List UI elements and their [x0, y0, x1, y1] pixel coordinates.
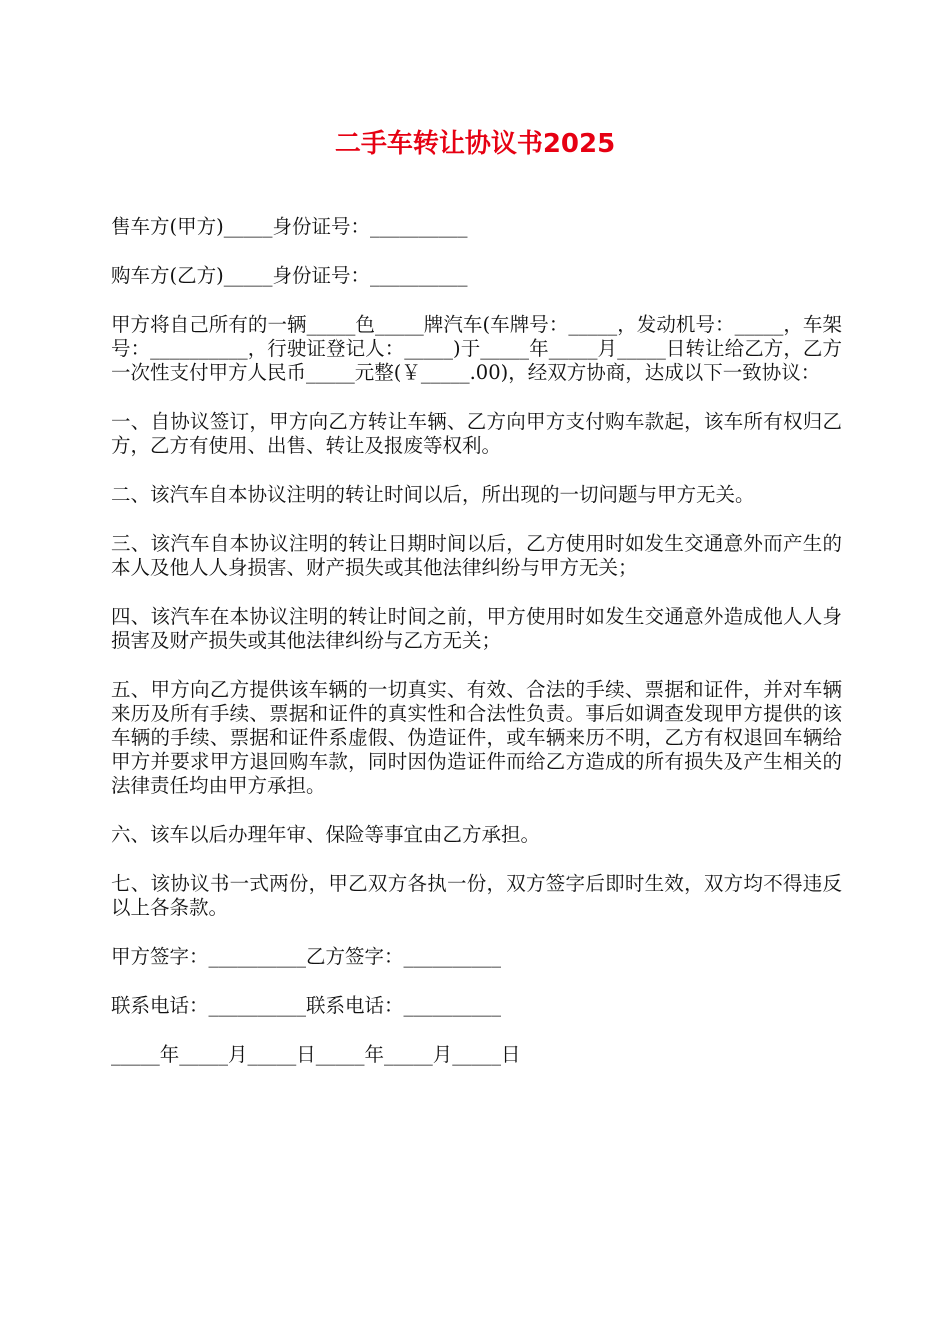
- seller-line: 售车方(甲方)_____身份证号：__________: [111, 215, 468, 238]
- clause-5: 五、甲方向乙方提供该车辆的一切真实、有效、合法的手续、票据和证件，并对车辆来历及所有手续、票据和证件的真实性和合法性负责。事后如调查发现甲方提供的该车辆的手续、票据和证件系虚假、伪造证件，或车辆来历不明，乙方有权退回车辆给甲方并要求甲方退回购车款，同时因伪造证件而给乙方造成的所有损失及产生相关的法律责任均由甲方承担。: [111, 678, 842, 797]
- clause-1: 一、自协议签订，甲方向乙方转让车辆、乙方向甲方支付购车款起，该车所有权归乙方，乙方有使用、出售、转让及报废等权利。: [111, 410, 842, 457]
- clause-7: 七、该协议书一式两份，甲乙双方各执一份，双方签字后即时生效，双方均不得违反以上各条款。: [111, 872, 842, 919]
- signature-line: 甲方签字：__________乙方签字：__________: [111, 945, 502, 968]
- phone-line: 联系电话：__________联系电话：__________: [111, 994, 502, 1017]
- vehicle-details-paragraph: 甲方将自己所有的一辆_____色_____牌汽车(车牌号：_____，发动机号：_____，车架号：__________，行驶证登记人：_____)于_____年_____月_____日转让给乙方，乙方一次性支付甲方人民币_____元整(￥_____.00)，经双方协商，达成以下一致协议：: [111, 313, 842, 384]
- document-title: 二手车转让协议书2025: [334, 129, 616, 159]
- document-body: [111, 215, 842, 1092]
- clause-2: 二、该汽车自本协议注明的转让时间以后，所出现的一切问题与甲方无关。: [111, 483, 755, 506]
- clause-3: 三、该汽车自本协议注明的转让日期时间以后，乙方使用时如发生交通意外而产生的本人及他人人身损害、财产损失或其他法律纠纷与甲方无关；: [111, 532, 842, 579]
- clause-4: 四、该汽车在本协议注明的转让时间之前，甲方使用时如发生交通意外造成他人人身损害及财产损失或其他法律纠纷与乙方无关；: [111, 605, 842, 652]
- buyer-line: 购车方(乙方)_____身份证号：__________: [111, 264, 468, 287]
- clause-6: 六、该车以后办理年审、保险等事宜由乙方承担。: [111, 823, 541, 846]
- date-line: _____年_____月_____日_____年_____月_____日: [111, 1043, 521, 1066]
